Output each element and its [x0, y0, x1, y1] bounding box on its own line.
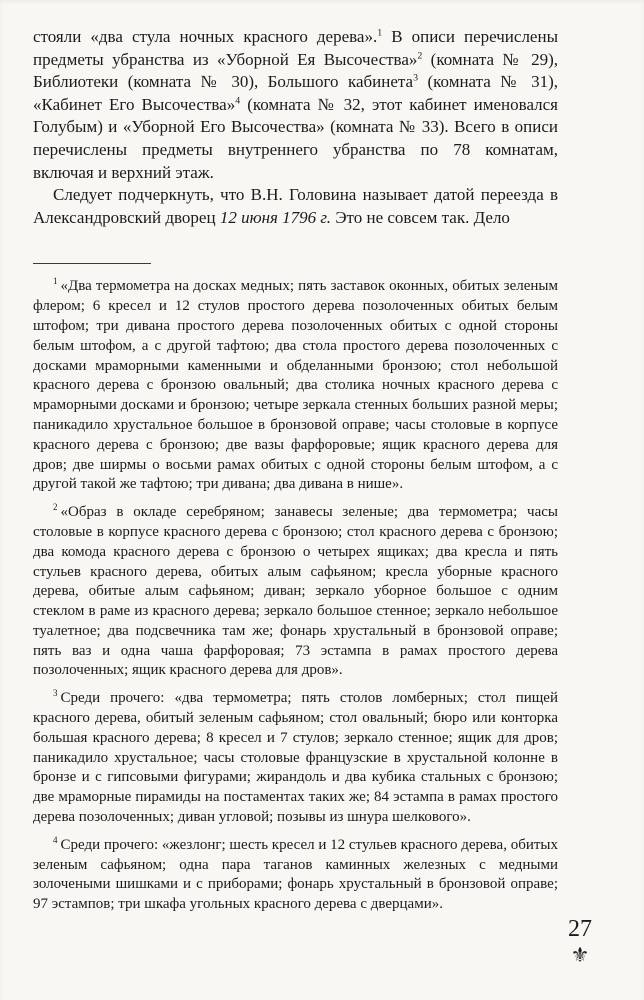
footnote-text: «Два термометра на досках медных; пять заставок оконных, обитых зеленым флером; 6 кресел и 12 стулов простого дерева позолоченных обитых белым штофом; три дивана простого дерева позолоченных обитых с одной стороны белым штофом, а с другой тафтою; два стола простого дерева позолоченных с досками мраморными каменными и обделанными бронзою; стол небольшой красного дерева с бронзою овальный; два столика ночных красного дерева с мраморными досками и бронзою; четыре зеркала стенных больших разной меры; паникадило хрустальное большое в бронзовой оправе; часы столовые в корпусе красного дерева с бронзою; две вазы фарфоровые; ящик красного дерева для дров; две ширмы о восьми рамах обитых с одной стороны белым штофом, а с другой такой же тафтою; три дивана; два дивана в нише».: [33, 278, 558, 493]
footnote-marker: 1: [53, 276, 58, 287]
text-run: стояли «два стула ночных красного дерева».: [33, 27, 378, 46]
footnote-2: [33, 503, 558, 681]
footnote-text: «Образ в окладе серебряном; занавесы зеленые; два термометра; часы столовые в корпусе красного дерева с бронзою; стол красного дерева с бронзою; два комода красного дерева с бронзою о четырех ящиках; два кресла и пять стульев красного дерева, обитых алым сафьяном; кресла уборные красного дерева, обитые алым сафьяном; диван; зеркало уборное большое с одним стеклом в раме из красного дерева; зеркало большое стенное; зеркало небольшое туалетное; два подсвечника там же; фонарь хрустальный в бронзовой оправе; пять ваз и одна чаша фарфоровая; 73 эстампа в рамах простого дерева позолоченных; ящик красного дерева для дров».: [33, 504, 558, 679]
footnote-ref-2: 2: [417, 49, 423, 61]
italic-date-run: 12 июня 1796 г.: [219, 207, 332, 227]
text-run: (комната № 31), «Кабинет Его Высочества»: [33, 72, 558, 114]
footnote-marker: 4: [53, 834, 58, 845]
footnote-ref-3: 3: [413, 72, 419, 84]
footnote-marker: 2: [53, 502, 58, 513]
footnote-1: [33, 277, 558, 495]
footnote-4: [33, 836, 558, 915]
text-run: Следует подчеркнуть, что В.Н. Головина называет датой переезда в Александровский дворец: [33, 185, 558, 227]
footnote-text: Среди прочего: «жезлонг; шесть кресел и 12 стульев красного дерева, обитых зеленым сафьяном; одна пара таганов каминных железных с медными золочеными шишками и с приборами; фонарь хрустальный в бронзовой оправе; 97 эстампов; три шкафа угольных красного дерева с дверцами».: [33, 836, 559, 913]
footnotes: [33, 277, 558, 915]
footnote-ref-4: 4: [235, 95, 241, 107]
fleuron-ornament-icon: ⚜: [570, 943, 590, 967]
page-footer: [554, 916, 606, 967]
page-number: 27: [568, 916, 592, 942]
paragraph-continued: [33, 26, 558, 184]
text-run: В описи перечислены предметы убранства из «Уборной Ея Высочества»: [33, 27, 558, 69]
text-run: Это не совсем так. Дело: [331, 207, 510, 227]
text-run: (комната № 32, этот кабинет именовался Голубым) и «Уборной Его Высочества» (комната № 33). Всего в описи перечислены предметы внутреннего убранства по 78 комнатам, включая и верхний этаж.: [33, 94, 558, 182]
footnote-marker: 3: [53, 688, 58, 699]
main-text: [33, 26, 558, 229]
footnote-ref-1: 1: [377, 27, 383, 39]
footnote-3: [33, 689, 558, 828]
footnote-separator: [33, 263, 151, 264]
paragraph: [33, 184, 558, 229]
footnote-text: Среди прочего: «два термометра; пять столов ломберных; стол пищей красного дерева, обитый зеленым сафьяном; стол овальный; бюро или конторка большая красного дерева; 8 кресел и 7 стулов; зеркало стенное; ящик для дров; паникадило хрустальное; часы столовые французские в хрустальной колонне в бронзе и с гипсовыми фигурами; жирандоль и два кубика стальных с бронзою; две мраморные пирамиды на постаментах таких же; 84 эстампа в рамах простого дерева позолоченных; диван угловой; позывы из шнура шелкового».: [33, 690, 558, 826]
text-run: (комната № 29), Библиотеки (комната № 30), Большого кабинета: [33, 49, 558, 92]
